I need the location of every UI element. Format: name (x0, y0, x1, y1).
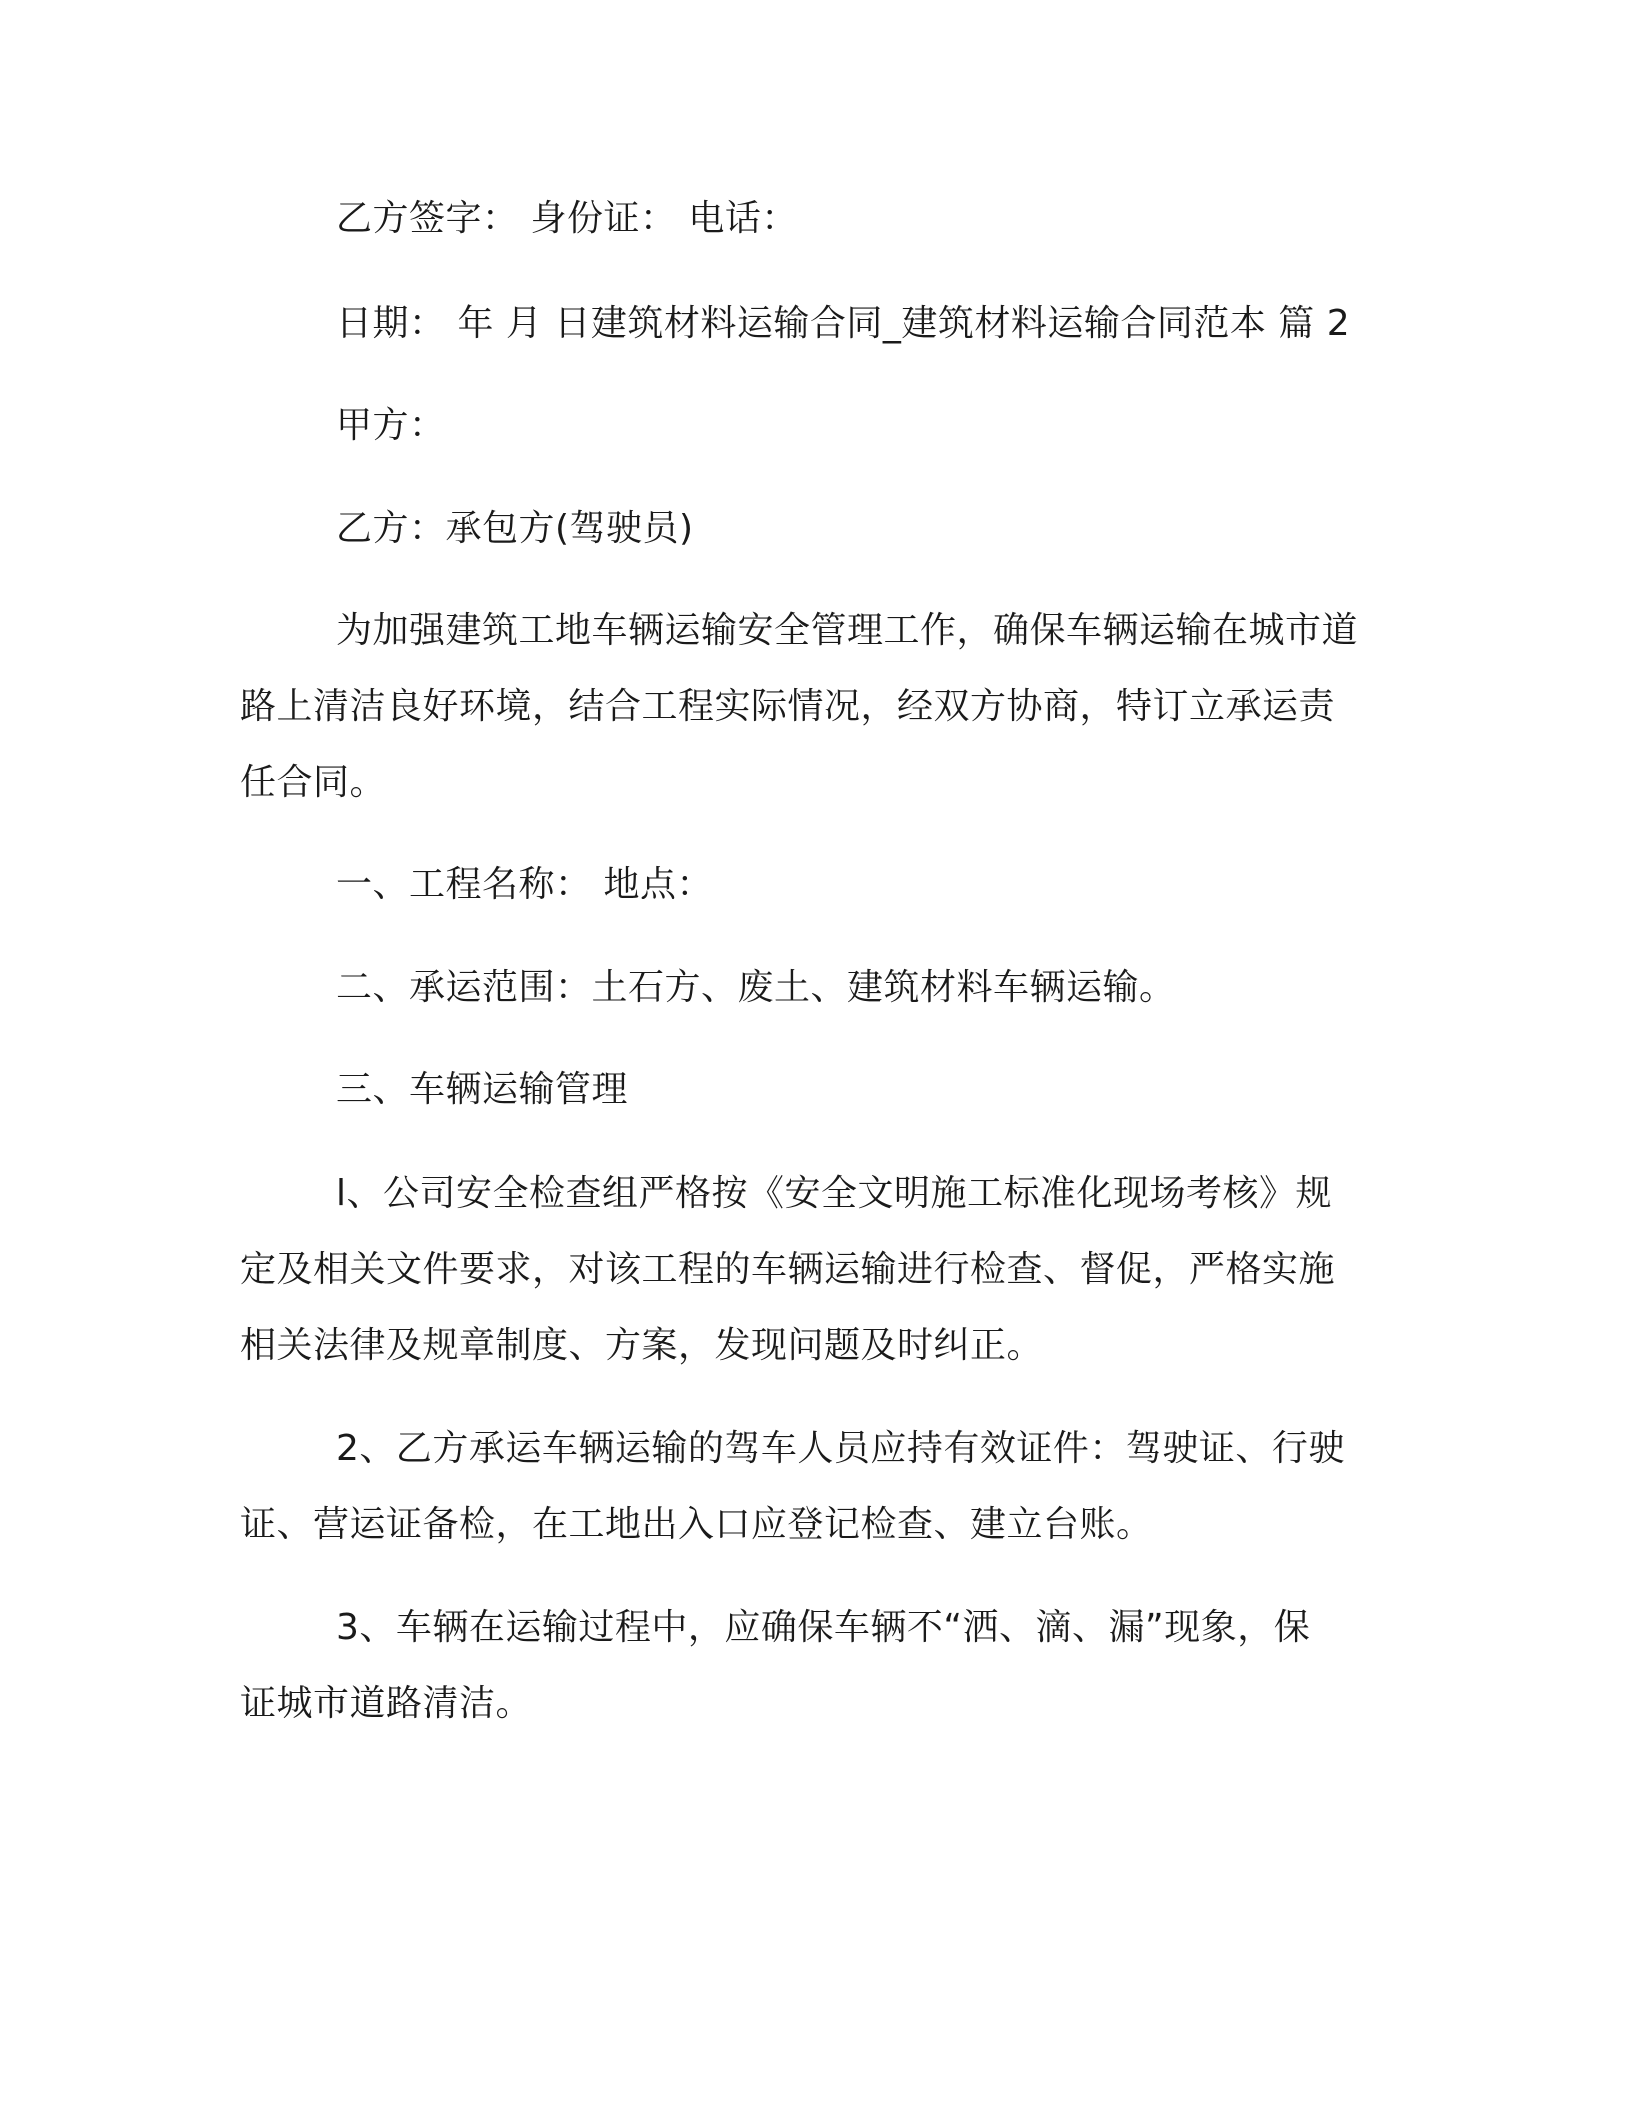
item-3-line-2: 证城市道路清洁。 (240, 1683, 533, 1724)
item-2-line-2: 证、营运证备检，在工地出入口应登记检查、建立台账。 (240, 1504, 1153, 1545)
item-2-line-1: 2、乙方承运车辆运输的驾车人员应持有效证件：驾驶证、行驶 (336, 1428, 1345, 1469)
item-1-line-3: 相关法律及规章制度、方案，发现问题及时纠正。 (240, 1325, 1044, 1366)
item-1-line-2: 定及相关文件要求，对该工程的车辆运输进行检查、督促，严格实施 (240, 1249, 1336, 1290)
section-3-heading: 三、车辆运输管理 (336, 1069, 629, 1110)
party-b-signature-line: 乙方签字： 身份证： 电话： (336, 198, 798, 239)
section-1-heading: 一、工程名称： 地点： (336, 864, 713, 905)
intro-paragraph-line-1: 为加强建筑工地车辆运输安全管理工作，确保车辆运输在城市道 (336, 610, 1359, 651)
party-b-line: 乙方：承包方(驾驶员) (336, 508, 694, 549)
item-3-line-1: 3、车辆在运输过程中，应确保车辆不“洒、滴、漏”现象，保 (336, 1607, 1311, 1648)
party-a-line: 甲方： (336, 405, 446, 446)
date-title-line: 日期： 年 月 日建筑材料运输合同_建筑材料运输合同范本 篇 2 (336, 303, 1351, 344)
item-1-line-1: l、公司安全检查组严格按《安全文明施工标准化现场考核》规 (336, 1173, 1333, 1214)
intro-paragraph-line-2: 路上清洁良好环境，结合工程实际情况，经双方协商，特订立承运责 (240, 686, 1336, 727)
section-2-heading: 二、承运范围：土石方、废土、建筑材料车辆运输。 (336, 967, 1176, 1008)
intro-paragraph-line-3: 任合同。 (240, 762, 387, 803)
